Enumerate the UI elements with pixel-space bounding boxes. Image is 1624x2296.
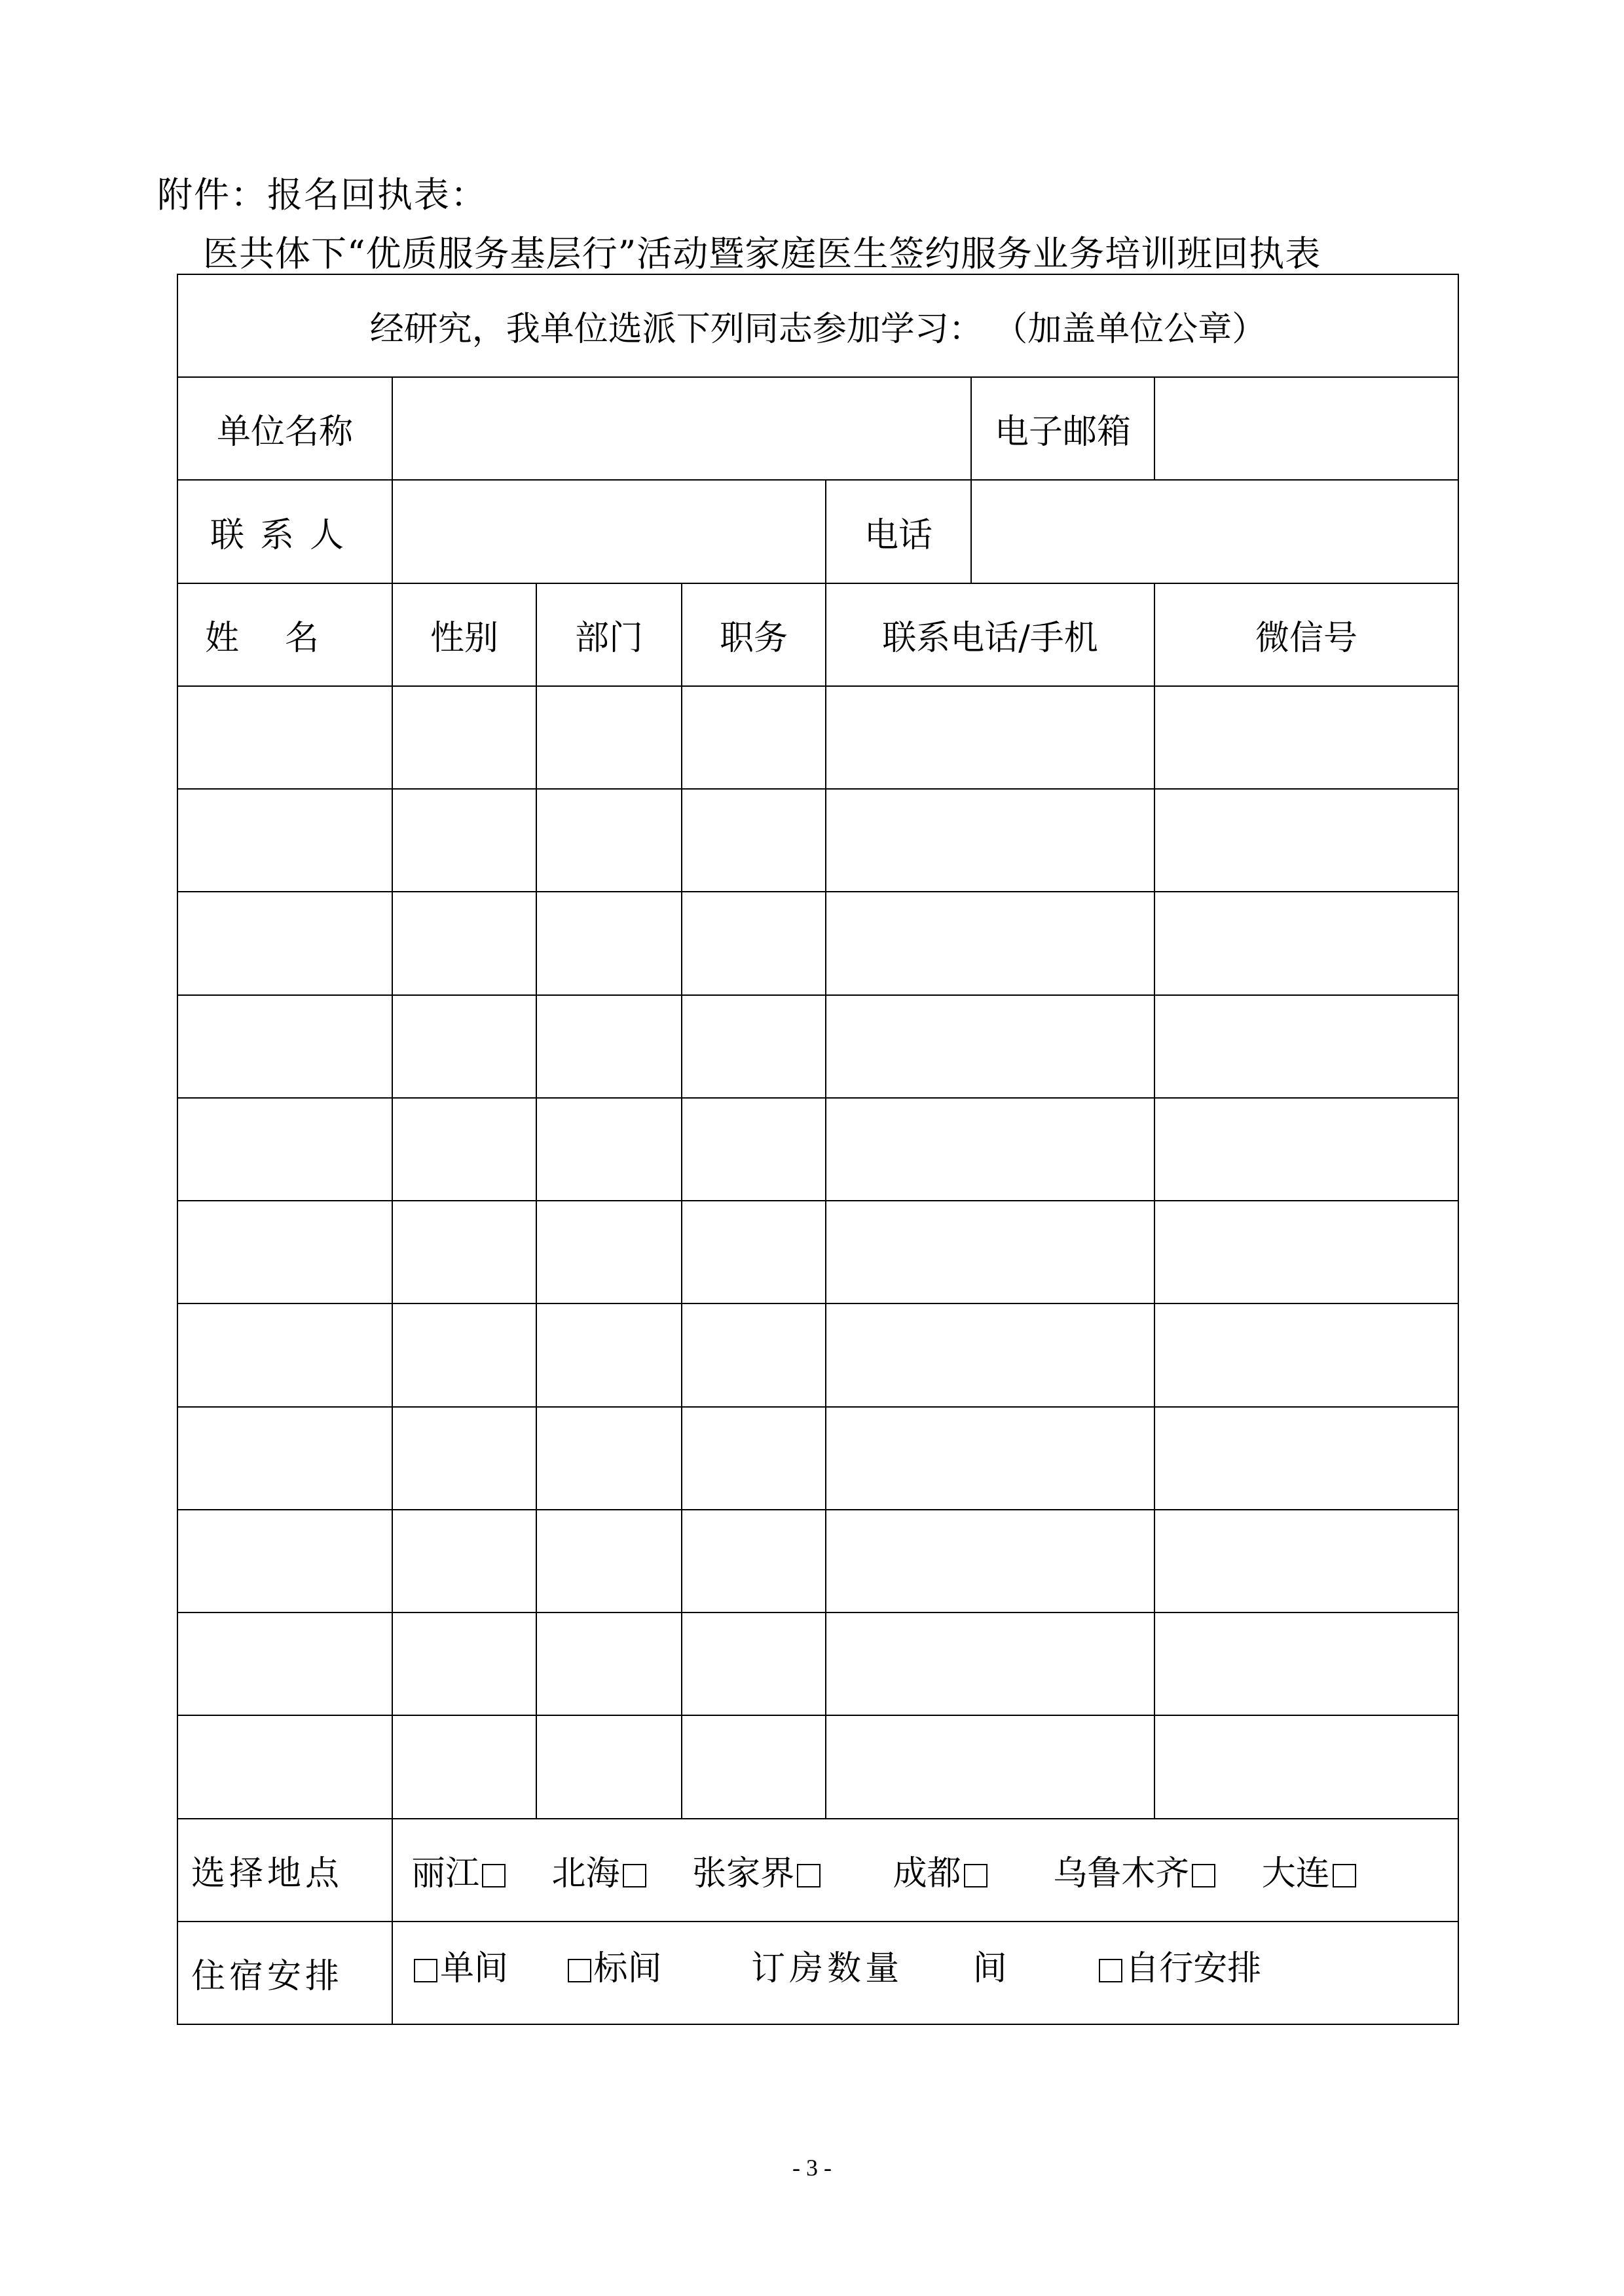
cell-wechat[interactable] <box>1154 1201 1458 1303</box>
table-row <box>177 1201 1458 1303</box>
contact-label: 联系人 <box>177 480 392 583</box>
location-option[interactable] <box>1262 1846 1359 1895</box>
cell-gender[interactable] <box>392 1303 536 1406</box>
cell-wechat[interactable] <box>1154 1407 1458 1510</box>
cell-position[interactable] <box>682 1715 826 1818</box>
cell-mobile[interactable] <box>826 1715 1154 1818</box>
cell-position[interactable] <box>682 1407 826 1510</box>
col-header-mobile: 联系电话/手机 <box>826 583 1154 686</box>
table-row <box>177 789 1458 892</box>
cell-name[interactable] <box>177 1510 392 1613</box>
checkbox-icon[interactable] <box>1099 1959 1122 1982</box>
cell-gender[interactable] <box>392 1613 536 1715</box>
cell-department[interactable] <box>536 789 682 892</box>
table-row <box>177 1303 1458 1406</box>
email-label: 电子邮箱 <box>971 377 1154 480</box>
cell-wechat[interactable] <box>1154 995 1458 1098</box>
location-name: 乌鲁木齐 <box>1053 1853 1190 1893</box>
cell-name[interactable] <box>177 686 392 789</box>
cell-wechat[interactable] <box>1154 686 1458 789</box>
cell-mobile[interactable] <box>826 892 1154 994</box>
lodging-count-unit: 间 <box>972 1948 1007 1988</box>
location-name: 北海 <box>551 1853 620 1893</box>
lodging-single-label: 单间 <box>440 1948 509 1988</box>
cell-name[interactable] <box>177 1201 392 1303</box>
cell-position[interactable] <box>682 686 826 789</box>
cell-department[interactable] <box>536 1201 682 1303</box>
email-field[interactable] <box>1154 377 1458 480</box>
cell-mobile[interactable] <box>826 1303 1154 1406</box>
cell-gender[interactable] <box>392 1510 536 1613</box>
col-header-department: 部门 <box>536 583 682 686</box>
lodging-count[interactable] <box>751 1941 903 1990</box>
cell-department[interactable] <box>536 686 682 789</box>
cell-wechat[interactable] <box>1154 1303 1458 1406</box>
location-name: 丽江 <box>411 1853 480 1893</box>
lodging-count-label: 订房数量 <box>751 1948 904 1988</box>
cell-wechat[interactable] <box>1154 1098 1458 1201</box>
cell-mobile[interactable] <box>826 1407 1154 1510</box>
location-option[interactable] <box>1053 1846 1218 1895</box>
table-row <box>177 892 1458 994</box>
checkbox-icon[interactable] <box>623 1864 646 1887</box>
phone-field[interactable] <box>971 480 1458 583</box>
cell-department[interactable] <box>536 1098 682 1201</box>
cell-mobile[interactable] <box>826 1098 1154 1201</box>
cell-position[interactable] <box>682 1201 826 1303</box>
table-row <box>177 1613 1458 1715</box>
cell-position[interactable] <box>682 892 826 994</box>
lodging-self-option[interactable] <box>1096 1941 1261 1990</box>
cell-mobile[interactable] <box>826 686 1154 789</box>
lodging-single-option[interactable] <box>411 1941 508 1990</box>
checkbox-icon[interactable] <box>797 1864 821 1887</box>
location-option[interactable] <box>552 1846 649 1895</box>
cell-position[interactable] <box>682 789 826 892</box>
cell-gender[interactable] <box>392 1407 536 1510</box>
cell-department[interactable] <box>536 1303 682 1406</box>
cell-position[interactable] <box>682 995 826 1098</box>
cell-gender[interactable] <box>392 789 536 892</box>
intro-text: 经研究，我单位选派下列同志参加学习： （加盖单位公章） <box>177 274 1458 377</box>
cell-name[interactable] <box>177 1407 392 1510</box>
cell-gender[interactable] <box>392 892 536 994</box>
cell-department[interactable] <box>536 995 682 1098</box>
lodging-self-label: 自行安排 <box>1125 1948 1262 1988</box>
cell-name[interactable] <box>177 995 392 1098</box>
unit-name-label: 单位名称 <box>177 377 392 480</box>
cell-department[interactable] <box>536 1613 682 1715</box>
cell-mobile[interactable] <box>826 1613 1154 1715</box>
attachment-label: 附件：报名回执表： <box>157 174 487 215</box>
lodging-standard-option[interactable] <box>565 1941 662 1990</box>
lodging-standard-label: 标间 <box>593 1948 662 1988</box>
cell-position[interactable] <box>682 1510 826 1613</box>
location-option[interactable] <box>692 1846 823 1895</box>
location-options <box>392 1819 1458 1922</box>
location-name: 张家界 <box>692 1853 795 1893</box>
cell-wechat[interactable] <box>1154 1613 1458 1715</box>
cell-position[interactable] <box>682 1098 826 1201</box>
cell-wechat[interactable] <box>1154 892 1458 994</box>
location-name: 成都 <box>893 1853 961 1893</box>
col-header-name: 姓名 <box>177 583 392 686</box>
cell-name[interactable] <box>177 1613 392 1715</box>
lodging-label: 住宿安排 <box>177 1922 392 2024</box>
location-name: 大连 <box>1261 1853 1330 1893</box>
table-row <box>177 1407 1458 1510</box>
cell-department[interactable] <box>536 1715 682 1818</box>
table-row <box>177 1098 1458 1201</box>
participant-rows <box>177 686 1458 1819</box>
registration-form-table <box>177 274 1459 2025</box>
page-number: - 3 - <box>792 2155 832 2181</box>
cell-mobile[interactable] <box>826 1201 1154 1303</box>
checkbox-icon[interactable] <box>964 1864 987 1887</box>
cell-name[interactable] <box>177 1303 392 1406</box>
cell-mobile[interactable] <box>826 995 1154 1098</box>
table-row <box>177 686 1458 789</box>
cell-gender[interactable] <box>392 1201 536 1303</box>
cell-wechat[interactable] <box>1154 1715 1458 1818</box>
cell-mobile[interactable] <box>826 789 1154 892</box>
checkbox-icon[interactable] <box>1333 1864 1356 1887</box>
cell-department[interactable] <box>536 1407 682 1510</box>
cell-gender[interactable] <box>392 1098 536 1201</box>
cell-gender[interactable] <box>392 686 536 789</box>
cell-wechat[interactable] <box>1154 1510 1458 1613</box>
cell-department[interactable] <box>536 892 682 994</box>
checkbox-icon[interactable] <box>414 1959 437 1982</box>
cell-gender[interactable] <box>392 1715 536 1818</box>
cell-name[interactable] <box>177 1098 392 1201</box>
checkbox-icon[interactable] <box>482 1864 506 1887</box>
checkbox-icon[interactable] <box>568 1959 591 1982</box>
cell-department[interactable] <box>536 1510 682 1613</box>
cell-name[interactable] <box>177 789 392 892</box>
cell-gender[interactable] <box>392 995 536 1098</box>
cell-name[interactable] <box>177 1715 392 1818</box>
location-option[interactable] <box>411 1846 508 1895</box>
location-option[interactable] <box>893 1846 990 1895</box>
form-title: 医共体下“优质服务基层行”活动暨家庭医生签约服务业务培训班回执表 <box>203 233 1321 274</box>
unit-name-field[interactable] <box>392 377 971 480</box>
table-row <box>177 995 1458 1098</box>
contact-field[interactable] <box>392 480 826 583</box>
cell-wechat[interactable] <box>1154 789 1458 892</box>
col-header-position: 职务 <box>682 583 826 686</box>
table-row <box>177 1510 1458 1613</box>
col-header-gender: 性别 <box>392 583 536 686</box>
cell-position[interactable] <box>682 1613 826 1715</box>
cell-name[interactable] <box>177 892 392 994</box>
cell-position[interactable] <box>682 1303 826 1406</box>
table-row <box>177 1715 1458 1818</box>
col-header-wechat: 微信号 <box>1154 583 1458 686</box>
phone-label: 电话 <box>826 480 971 583</box>
location-label: 选择地点 <box>177 1819 392 1922</box>
checkbox-icon[interactable] <box>1192 1864 1215 1887</box>
lodging-options <box>392 1922 1458 2024</box>
cell-mobile[interactable] <box>826 1510 1154 1613</box>
